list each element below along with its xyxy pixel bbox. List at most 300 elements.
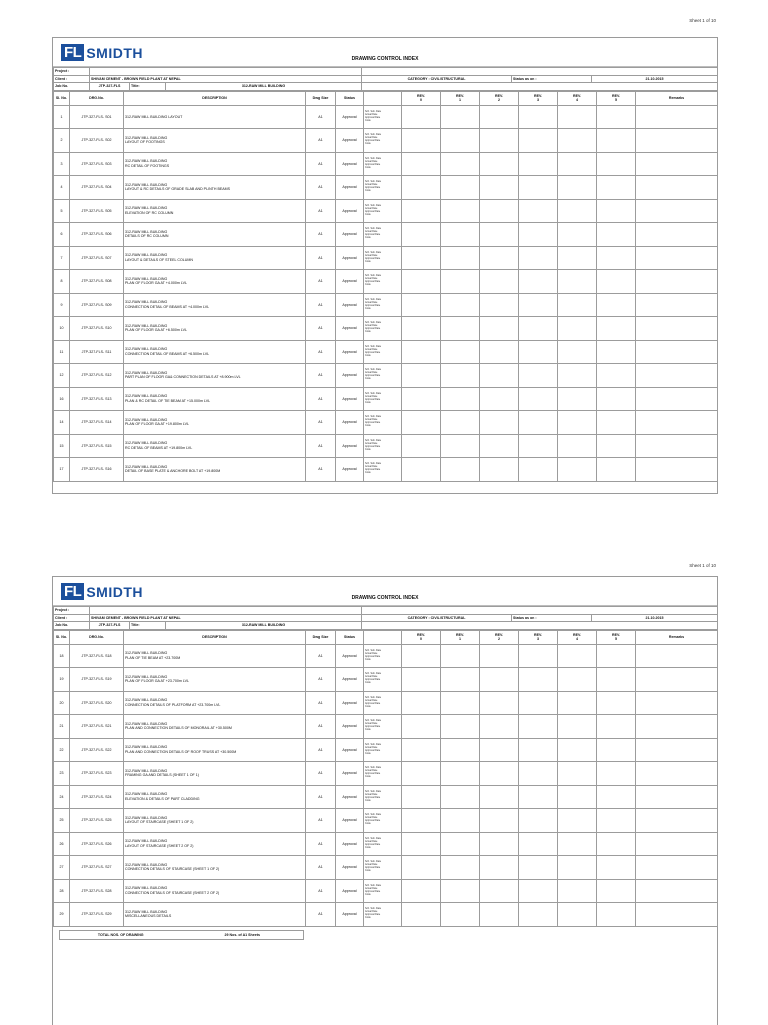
row-sl: 20 [54, 691, 70, 715]
row-dwg-no: JTP-327-FLS- S25 [70, 809, 124, 833]
row-description-line: 312-RAW MILL BUILDING [125, 768, 168, 773]
date-label: Code [365, 892, 371, 896]
rev-cell [597, 903, 636, 927]
sheet-number: Sheet 1 of 10 [689, 563, 716, 568]
row-size: A1 [306, 293, 336, 317]
rev-cell [597, 691, 636, 715]
row-sl: 2 [54, 129, 70, 153]
date-label: Approval Date [365, 772, 381, 776]
rev-cell [597, 715, 636, 739]
row-size: A1 [306, 434, 336, 458]
row-size: A1 [306, 340, 336, 364]
rev-cell [597, 364, 636, 388]
date-label: Approval Date [365, 397, 381, 401]
remarks-cell [636, 270, 718, 294]
remarks-cell [636, 762, 718, 786]
row-size: A1 [306, 715, 336, 739]
table-row [54, 340, 718, 364]
date-label: Approval Date [365, 209, 381, 213]
remarks-cell [636, 223, 718, 247]
row-date-labels [364, 691, 402, 715]
rev-cell [441, 105, 480, 129]
rev-cell [480, 738, 519, 762]
rev-cell [441, 317, 480, 341]
rev-cell [441, 903, 480, 927]
date-label: Actual Date [365, 651, 378, 655]
row-date-labels [364, 152, 402, 176]
row-date-labels [364, 832, 402, 856]
row-description-line: RC DETAIL OF FOOTINGS [125, 163, 170, 168]
row-date-labels [364, 105, 402, 129]
row-description [124, 458, 306, 482]
rev-cell [519, 152, 558, 176]
row-description-line: 312-RAW MILL BUILDING [125, 674, 168, 679]
date-label: Code [365, 330, 371, 334]
row-sl: 26 [54, 832, 70, 856]
date-label: Approval Date [365, 303, 381, 307]
date-label: Approval Date [365, 842, 381, 846]
row-dwg-no: JTP-327-FLS- S18 [70, 644, 124, 668]
date-label: Code [365, 869, 371, 873]
rev-cell [558, 903, 597, 927]
row-description-line: 312-RAW MILL BUILDING [125, 862, 168, 867]
rev-cell [558, 762, 597, 786]
row-description-line: 312-RAW MILL BUILDING [125, 886, 168, 891]
row-description [124, 903, 306, 927]
row-size: A1 [306, 223, 336, 247]
rev-cell [480, 809, 519, 833]
col-rev: REV. 1 [441, 630, 480, 644]
row-description-line: 312-RAW MILL BUILDING [125, 159, 168, 164]
row-description [124, 809, 306, 833]
row-date-labels [364, 715, 402, 739]
date-label: Approval Date [365, 913, 381, 917]
drawing-table [53, 630, 718, 927]
rev-cell [441, 691, 480, 715]
row-sl: 29 [54, 903, 70, 927]
table-row [54, 411, 718, 435]
rev-cell [519, 809, 558, 833]
row-status: Approval [336, 856, 364, 880]
total-drawings [59, 930, 304, 940]
table-row [54, 879, 718, 903]
table-row [54, 176, 718, 200]
row-date-labels [364, 293, 402, 317]
rev-cell [519, 293, 558, 317]
drawing-table [53, 91, 718, 482]
rev-cell [558, 129, 597, 153]
rev-cell [597, 809, 636, 833]
row-dwg-no: JTP-327-FLS- S28 [70, 879, 124, 903]
row-size: A1 [306, 105, 336, 129]
rev-cell [402, 434, 441, 458]
rev-cell [480, 176, 519, 200]
date-label: Actual Date [365, 839, 378, 843]
date-label: Code [365, 400, 371, 404]
row-date-labels [364, 340, 402, 364]
date-label: Sch. Sub. Date [365, 766, 382, 770]
rev-cell [441, 340, 480, 364]
table-row [54, 293, 718, 317]
rev-cell [519, 458, 558, 482]
date-label: Actual Date [365, 792, 378, 796]
date-label: Actual Date [365, 441, 378, 445]
row-description-line: LAYOUT OF STAIRCASE (SHEET 1 OF 2) [125, 820, 194, 825]
rev-cell [558, 738, 597, 762]
row-description-line: 312-RAW MILL BUILDING [125, 464, 168, 469]
sheet-number: Sheet 1 of 10 [689, 18, 716, 23]
col-rev: REV. 5 [597, 630, 636, 644]
drawing-index-sheet-2 [52, 576, 718, 1025]
col-rev: REV. 0 [402, 91, 441, 105]
date-label: Code [365, 798, 371, 802]
row-date-labels [364, 387, 402, 411]
rev-cell [519, 691, 558, 715]
date-label: Actual Date [365, 745, 378, 749]
date-label: Sch. Sub. Date [365, 133, 382, 137]
row-description-line: DETAILS OF RC COLUMN [125, 234, 169, 239]
date-label: Sch. Sub. Date [365, 274, 382, 278]
date-label: Actual Date [365, 371, 378, 375]
rev-cell [480, 668, 519, 692]
remarks-cell [636, 317, 718, 341]
title-value: 312-RAW MILL BUILDING [166, 83, 362, 91]
row-status: Approval [336, 105, 364, 129]
row-size: A1 [306, 152, 336, 176]
rev-cell [558, 715, 597, 739]
row-description-line: LAYOUT OF STAIRCASE (SHEET 2 OF 2) [125, 843, 194, 848]
row-date-labels [364, 434, 402, 458]
row-size: A1 [306, 411, 336, 435]
date-label: Approval Date [365, 819, 381, 823]
rev-cell [402, 785, 441, 809]
rev-cell [441, 785, 480, 809]
row-date-labels [364, 223, 402, 247]
table-row [54, 152, 718, 176]
row-dwg-no: JTP-327-FLS- S29 [70, 903, 124, 927]
row-description-line: 312-RAW MILL BUILDING [125, 815, 168, 820]
rev-cell [480, 317, 519, 341]
job-no-label: Job No. [54, 83, 90, 91]
table-row [54, 129, 718, 153]
row-date-labels [364, 785, 402, 809]
header-info-table [53, 606, 718, 630]
row-dwg-no: JTP-327-FLS- S07 [70, 246, 124, 270]
date-label: Actual Date [365, 863, 378, 867]
date-label: Sch. Sub. Date [365, 836, 382, 840]
rev-cell [558, 856, 597, 880]
date-label: Code [365, 845, 371, 849]
date-label: Actual Date [365, 816, 378, 820]
rev-cell [441, 879, 480, 903]
date-label: Approval Date [365, 233, 381, 237]
rev-cell [441, 387, 480, 411]
row-description-line: CONNECTION DETAILS OF STAIRCASE (SHEET 2 OF 2) [125, 890, 220, 895]
logo-fl: FL [61, 583, 84, 600]
rev-cell [480, 785, 519, 809]
col-size: Dwg Size [306, 91, 336, 105]
date-label: Code [365, 377, 371, 381]
row-dwg-no: JTP-327-FLS- S12 [70, 364, 124, 388]
row-sl: 28 [54, 879, 70, 903]
row-sl: 16 [54, 387, 70, 411]
date-label: Sch. Sub. Date [365, 672, 382, 676]
date-label: Approval Date [365, 678, 381, 682]
row-dwg-no: JTP-327-FLS- S21 [70, 715, 124, 739]
rev-cell [597, 458, 636, 482]
row-dwg-no: JTP-327-FLS- S09 [70, 293, 124, 317]
rev-cell [558, 246, 597, 270]
rev-cell [402, 644, 441, 668]
header-logo-row [53, 38, 717, 67]
col-sl: Sl. No. [54, 91, 70, 105]
row-size: A1 [306, 317, 336, 341]
row-size: A1 [306, 129, 336, 153]
row-dwg-no: JTP-327-FLS- S26 [70, 832, 124, 856]
remarks-cell [636, 105, 718, 129]
remarks-cell [636, 809, 718, 833]
date-label: Actual Date [365, 206, 378, 210]
row-description [124, 223, 306, 247]
rev-cell [441, 668, 480, 692]
remarks-cell [636, 856, 718, 880]
rev-cell [558, 176, 597, 200]
row-description-line: ELEVATION OF RC COLUMN [125, 210, 174, 215]
status-date: 21.10.2015 [592, 614, 718, 622]
row-sl: 3 [54, 152, 70, 176]
rev-cell [558, 199, 597, 223]
row-description [124, 364, 306, 388]
rev-cell [519, 762, 558, 786]
row-dwg-no: JTP-327-FLS- S19 [70, 668, 124, 692]
index-title: DRAWING CONTROL INDEX [351, 56, 419, 62]
row-description-line: PLAN OF FLOOR GA AT +4.000m LVL [125, 281, 188, 286]
row-dwg-no: JTP-327-FLS- S20 [70, 691, 124, 715]
rev-cell [597, 879, 636, 903]
remarks-cell [636, 715, 718, 739]
col-rev: REV. 3 [519, 91, 558, 105]
job-no-value: JTP-327-FLS [90, 83, 130, 91]
table-row [54, 856, 718, 880]
row-size: A1 [306, 856, 336, 880]
table-row [54, 903, 718, 927]
rev-cell [558, 293, 597, 317]
rev-cell [519, 340, 558, 364]
date-label: Code [365, 751, 371, 755]
row-dwg-no: JTP-327-FLS- S02 [70, 129, 124, 153]
row-sl: 4 [54, 176, 70, 200]
remarks-cell [636, 387, 718, 411]
row-sl: 9 [54, 293, 70, 317]
row-dwg-no: JTP-327-FLS- S01 [70, 105, 124, 129]
rev-cell [402, 715, 441, 739]
rev-cell [441, 832, 480, 856]
rev-cell [597, 176, 636, 200]
row-status: Approval [336, 434, 364, 458]
date-label: Code [365, 353, 371, 357]
remarks-cell [636, 129, 718, 153]
row-description [124, 738, 306, 762]
date-label: Code [365, 118, 371, 122]
col-dwg-no: DRG.No. [70, 91, 124, 105]
row-sl: 12 [54, 364, 70, 388]
rev-cell [402, 809, 441, 833]
date-label: Code [365, 775, 371, 779]
rev-cell [441, 434, 480, 458]
date-label: Sch. Sub. Date [365, 695, 382, 699]
row-description-line: 312-RAW MILL BUILDING [125, 323, 168, 328]
row-description [124, 340, 306, 364]
date-label: Actual Date [365, 230, 378, 234]
rev-cell [441, 364, 480, 388]
rev-cell [558, 879, 597, 903]
project-label: Project : [54, 68, 90, 76]
date-label: Approval Date [365, 186, 381, 190]
date-label: Approval Date [365, 350, 381, 354]
date-label: Sch. Sub. Date [365, 883, 382, 887]
rev-cell [480, 715, 519, 739]
status-label: Status as on : [512, 75, 592, 83]
date-label: Approval Date [365, 139, 381, 143]
rev-cell [597, 270, 636, 294]
row-description-line: 312-RAW MILL BUILDING [125, 792, 168, 797]
row-size: A1 [306, 762, 336, 786]
rev-cell [402, 199, 441, 223]
rev-cell [558, 832, 597, 856]
title-label: Title: [130, 622, 166, 630]
rev-cell [597, 644, 636, 668]
row-size: A1 [306, 691, 336, 715]
row-status: Approval [336, 715, 364, 739]
rev-cell [480, 879, 519, 903]
rev-cell [402, 738, 441, 762]
row-status: Approval [336, 317, 364, 341]
rev-cell [597, 246, 636, 270]
row-description-line: LAYOUT & RC DETAILS OF GRADE SLAB AND PLINTH BEAMS [125, 187, 231, 192]
row-description-line: CONNECTION DETAILS OF PLATFORM AT +23.700m LVL [125, 702, 221, 707]
rev-cell [441, 223, 480, 247]
row-date-labels [364, 738, 402, 762]
row-description-line: 312-RAW MILL BUILDING LAYOUT [125, 114, 183, 119]
row-description-line: CONNECTION DETAIL OF BEAMS AT +6.500m LVL [125, 351, 210, 356]
date-label: Sch. Sub. Date [365, 742, 382, 746]
row-description [124, 715, 306, 739]
row-description-line: PLAN OF FLOOR GA AT +6.500m LVL [125, 328, 188, 333]
rev-cell [441, 644, 480, 668]
header-info-table [53, 67, 718, 91]
date-label: Approval Date [365, 748, 381, 752]
row-status: Approval [336, 691, 364, 715]
date-label: Code [365, 236, 371, 240]
date-label: Actual Date [365, 324, 378, 328]
rev-cell [597, 411, 636, 435]
rev-cell [441, 856, 480, 880]
rev-cell [558, 691, 597, 715]
rev-cell [402, 856, 441, 880]
remarks-cell [636, 644, 718, 668]
rev-cell [402, 129, 441, 153]
rev-cell [558, 785, 597, 809]
rev-cell [597, 340, 636, 364]
rev-cell [402, 364, 441, 388]
row-description-line: DETAIL OF BASE PLATE & ANCHORE BOLT AT +19.800M [125, 469, 221, 474]
row-description-line: 312-RAW MILL BUILDING [125, 839, 168, 844]
row-status: Approval [336, 364, 364, 388]
rev-cell [597, 668, 636, 692]
row-sl: 10 [54, 317, 70, 341]
row-date-labels [364, 317, 402, 341]
rev-cell [402, 832, 441, 856]
row-size: A1 [306, 246, 336, 270]
rev-cell [480, 856, 519, 880]
row-status: Approval [336, 152, 364, 176]
table-row [54, 270, 718, 294]
date-label: Approval Date [365, 444, 381, 448]
row-description [124, 152, 306, 176]
rev-cell [558, 223, 597, 247]
col-description: DESCRIPTION [124, 91, 306, 105]
row-description [124, 434, 306, 458]
rev-cell [480, 270, 519, 294]
remarks-cell [636, 785, 718, 809]
table-row [54, 644, 718, 668]
rev-cell [480, 152, 519, 176]
date-label: Code [365, 728, 371, 732]
row-description-line: PLAN OF TIE BEAM AT +23.700M [125, 655, 181, 660]
row-size: A1 [306, 644, 336, 668]
date-label: Code [365, 165, 371, 169]
table-row [54, 364, 718, 388]
row-description-line: PLAN OF FLOOR GA AT +23.700m LVL [125, 679, 190, 684]
col-status: Status [336, 91, 364, 105]
remarks-cell [636, 903, 718, 927]
rev-cell [558, 668, 597, 692]
row-sl: 18 [54, 644, 70, 668]
col-remarks: Remarks [636, 630, 718, 644]
row-status: Approval [336, 738, 364, 762]
row-date-labels [364, 176, 402, 200]
rev-cell [402, 762, 441, 786]
rev-cell [519, 856, 558, 880]
rev-cell [480, 691, 519, 715]
remarks-cell [636, 879, 718, 903]
row-dwg-no: JTP-327-FLS- S14 [70, 411, 124, 435]
date-label: Sch. Sub. Date [365, 227, 382, 231]
date-label: Approval Date [365, 889, 381, 893]
date-label: Actual Date [365, 418, 378, 422]
row-size: A1 [306, 458, 336, 482]
row-status: Approval [336, 411, 364, 435]
rev-cell [480, 832, 519, 856]
row-description-line: 312-RAW MILL BUILDING [125, 253, 168, 258]
remarks-cell [636, 340, 718, 364]
row-status: Approval [336, 176, 364, 200]
date-label: Approval Date [365, 701, 381, 705]
row-sl: 17 [54, 458, 70, 482]
rev-cell [519, 223, 558, 247]
table-row [54, 668, 718, 692]
date-label: Actual Date [365, 722, 378, 726]
rev-cell [597, 738, 636, 762]
row-sl: 8 [54, 270, 70, 294]
title-label: Title: [130, 83, 166, 91]
rev-cell [441, 738, 480, 762]
row-dwg-no: JTP-327-FLS- S05 [70, 199, 124, 223]
rev-cell [402, 105, 441, 129]
row-date-labels [364, 199, 402, 223]
rev-cell [558, 152, 597, 176]
rev-cell [558, 644, 597, 668]
